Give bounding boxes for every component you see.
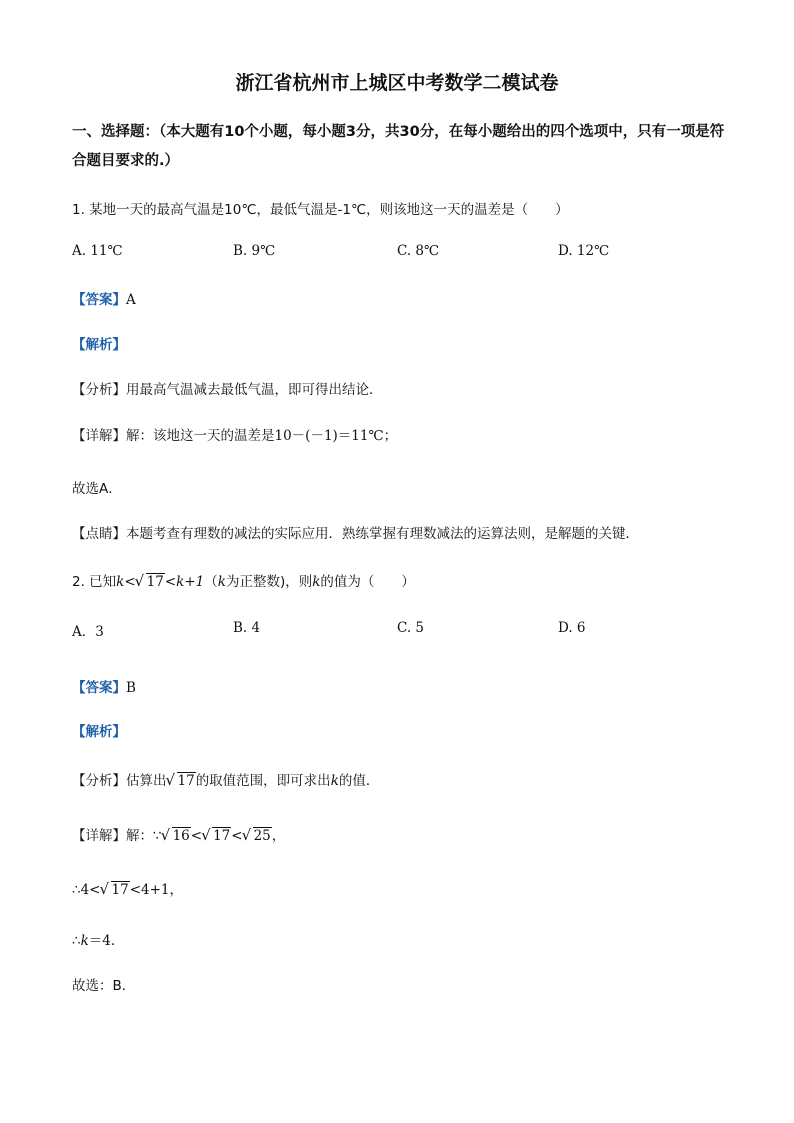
analysis-tag: 【解析】 [72, 724, 126, 740]
q1-option-b: B. 9℃ [233, 243, 276, 259]
answer-tag: 【答案】 [72, 292, 126, 308]
q2-stem-mid2: 为正整数)，则 [225, 574, 313, 590]
fenxi-tag: 【分析】 [72, 382, 126, 398]
dianjing-tag: 【点睛】 [72, 526, 126, 542]
sqrt-symbol [162, 828, 191, 844]
q2-conclusion: 故选：B． [72, 978, 136, 994]
answer-value: B [126, 680, 136, 696]
xiangjie-math: 10－(－1)＝11℃ [274, 428, 384, 444]
q2-stem-k1: k+1 [176, 574, 205, 590]
dianjing-text: 本题考查有理数的减法的实际应用．熟练掌握有理数减法的运算法则，是解题的关键． [126, 526, 639, 542]
step3-k: k [80, 933, 89, 949]
fenxi-post: 的取值范围，即可求出 [195, 773, 331, 789]
section-heading: 一、选择题：（本大题有10个小题，每小题3分，共30分，在每小题给出的四个选项中，只有一项是符合题目要求的.） [72, 124, 725, 169]
q2-stem-radicand: 17 [146, 574, 164, 590]
xiangjie-post: ； [383, 428, 398, 444]
xiangjie-lt-2: < [231, 828, 243, 844]
q2-option-b: B. 4 [233, 620, 261, 636]
step2-post: <4+1， [129, 882, 183, 898]
sqrt-symbol [167, 773, 196, 789]
q2-option-d: D. 6 [558, 620, 586, 636]
q2-stem-lt2: < [164, 574, 177, 590]
q2-stem-k2: k [217, 574, 226, 590]
q1-option-a: A. 11℃ [72, 243, 123, 259]
fenxi-end: 的值． [338, 773, 380, 789]
q1-option-c: C. 8℃ [397, 243, 440, 259]
step3-pre: ∴ [72, 933, 81, 949]
step2-pre: ∴4< [72, 882, 101, 898]
page-title: 浙江省杭州市上城区中考数学二模试卷 [235, 72, 559, 94]
sqrt-symbol [136, 574, 165, 590]
xiangjie-pre: 解：∵ [126, 828, 162, 844]
q1-answer [72, 288, 136, 308]
q2-step2 [72, 878, 183, 898]
q2-analysis-tag [72, 720, 126, 740]
q1-analysis-tag [72, 333, 126, 353]
answer-value: A [126, 292, 136, 308]
answer-tag: 【答案】 [72, 680, 126, 696]
fenxi-text: 用最高气温减去最低气温，即可得出结论． [126, 382, 383, 398]
question-1-stem: 1. 某地一天的最高气温是10℃，最低气温是-1℃，则该地这一天的温差是（ ） [72, 202, 569, 218]
xiangjie-text: 解：该地这一天的温差是 [126, 428, 275, 444]
q2-answer [72, 676, 136, 696]
sqrt-symbol [101, 882, 130, 898]
q2-stem-post: 的值为（ ） [320, 574, 415, 590]
q2-step3 [72, 929, 124, 949]
analysis-tag: 【解析】 [72, 337, 126, 353]
q1-option-d: D. 12℃ [558, 243, 610, 259]
q1-xiangjie [72, 424, 397, 444]
xiangjie-tag: 【详解】 [72, 428, 126, 444]
xiangjie-tag: 【详解】 [72, 828, 126, 844]
step2-radicand: 17 [111, 882, 129, 898]
xiangjie-radicand-2: 17 [213, 828, 231, 844]
fenxi-radicand: 17 [177, 773, 195, 789]
sqrt-symbol [202, 828, 231, 844]
fenxi-tag: 【分析】 [72, 773, 126, 789]
q2-fenxi [72, 769, 379, 789]
q2-option-a: A．3 [72, 624, 104, 640]
q2-option-c: C. 5 [397, 620, 425, 636]
q1-conclusion: 故选A． [72, 481, 122, 497]
q2-stem-mid: （ [204, 574, 218, 590]
q2-xiangjie [72, 824, 285, 844]
xiangjie-radicand-3: 25 [253, 828, 271, 844]
xiangjie-radicand-1: 16 [172, 828, 190, 844]
q2-stem-k: k [116, 574, 125, 590]
q1-dianjing [72, 522, 639, 542]
step3-post: ＝4． [88, 933, 125, 949]
question-2-stem [72, 570, 415, 590]
fenxi-pre: 估算出 [126, 773, 167, 789]
q2-stem-lt: < [124, 574, 136, 590]
sqrt-symbol [243, 828, 272, 844]
q2-stem-pre: 2. 已知 [72, 574, 117, 590]
fenxi-k: k [330, 773, 339, 789]
xiangjie-post: ， [271, 828, 286, 844]
q2-stem-k3: k [312, 574, 321, 590]
xiangjie-lt-1: < [190, 828, 203, 844]
q1-fenxi [72, 378, 383, 398]
